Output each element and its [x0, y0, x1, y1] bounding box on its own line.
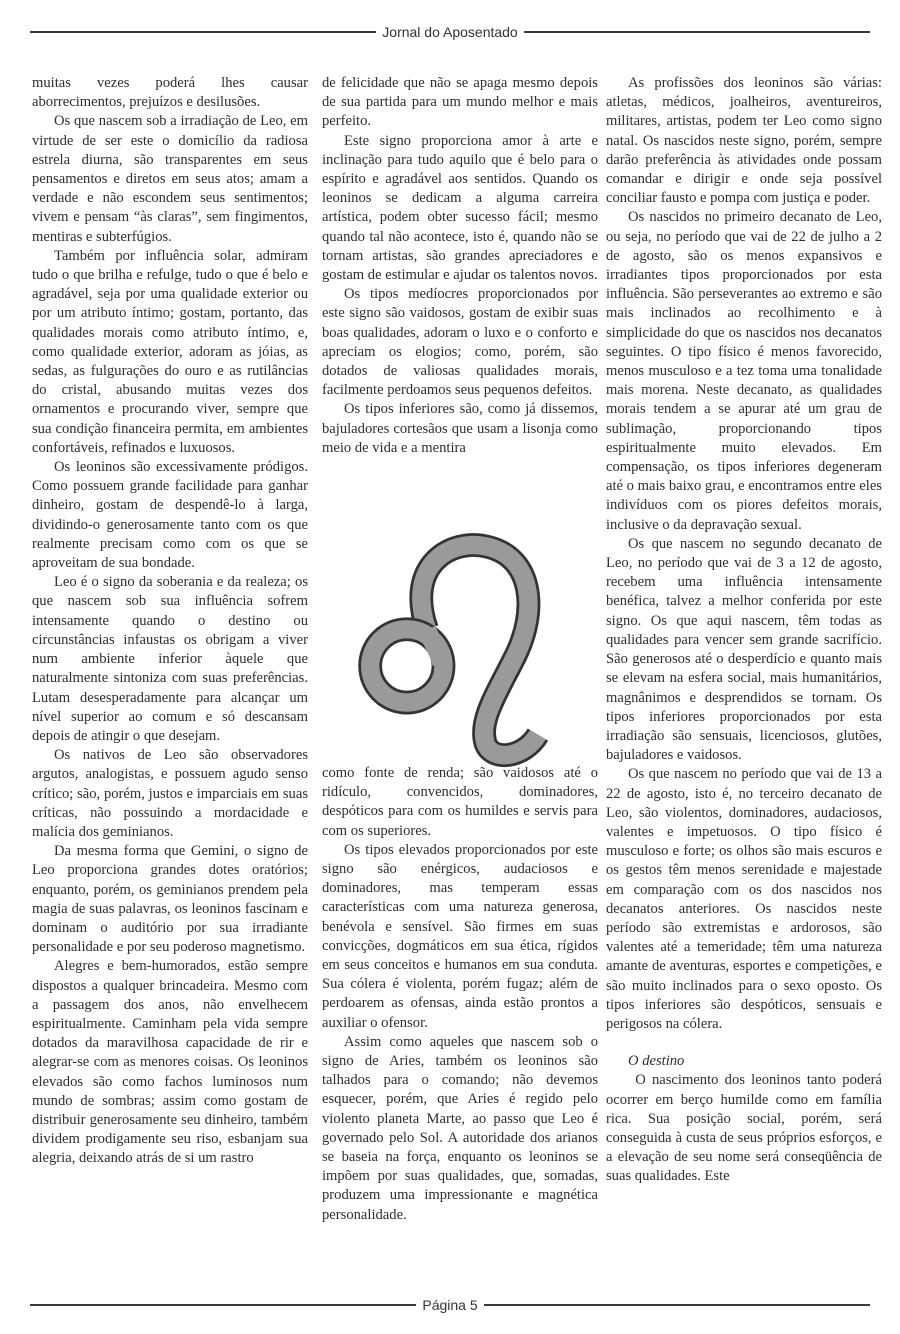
paragraph: Alegres e bem-humorados, estão sempre dispostos a qualquer brincadeira. Mesmo com a passagem dos anos, não envelhecem espiritualmente. Caminham pela vida sempre dotados da maravilhosa capacidade de rir e alegrar-se com as menores coisas. Os leoninos elevados são como fachos luminosos num mundo de sombras; assim como gostam de distribuir generosamente seu dinheiro, também dividem prodigamente seu riso, esbanjam sua alegria, deixando atrás de si um rastro [32, 958, 308, 1167]
paragraph: de felicidade que não se apaga mesmo depois de sua partida para um mundo melhor e mais perfeito. [322, 75, 598, 130]
article-column-3 [606, 74, 882, 1187]
paragraph: muitas vezes poderá lhes causar aborrecimentos, prejuízos e desilusões. [32, 75, 308, 111]
page-number: Página 5 [422, 1297, 478, 1313]
page-footer [30, 1297, 870, 1313]
footer-rule-left [30, 1304, 416, 1306]
paragraph: Os que nascem no período que vai de 13 a 22 de agosto, isto é, no terceiro decanato de Leo, são violentos, dominadores, audaciosos, valentes e impetuosos. O tipo físico é musculoso e forte; os olhos são mais escuros e os gestos têm menos serenidade e majestade em comparação com os dos nascidos nos decanatos anteriores. Os nascidos neste período são extremistas e ardorosos, são valentes até a temeridade; têm uma natureza amante de aventuras, esportes e competições, e são muito inclinados para o sexo oposto. Os tipos inferiores são despóticos, sensuais e perigosos na cólera. [606, 766, 882, 1032]
section-subheading: O destino [628, 1053, 685, 1070]
paragraph: Da mesma forma que Gemini, o signo de Leo proporciona grandes dotes oratórios; enquanto, porém, os geminianos prendem pela magia de suas palavras, os leoninos fascinam e dominam o auditório por sua irradiante personalidade e por seu poderoso magnetismo. [32, 843, 308, 956]
paragraph: Leo é o signo da soberania e da realeza; os que nascem sob sua influência sofrem intensamente quando o destino ou circunstâncias infaustas os obrigam a viver num ambiente inferior àquele que naturalmente sintoniza com suas preferências. Lutam desesperadamente para alcançar um nível superior ao comum e só descansam depois de atingir o que desejam. [32, 574, 308, 744]
paragraph: Também por influência solar, admiram tudo o que brilha e refulge, tudo o que é belo e agradável, seja por uma qualidade exterior ou por um atributo íntimo; gostam, portanto, das qualidades morais como atributo íntimo, e, como qualidade exterior, adoram as jóias, as sedas, as fulgurações do ouro e as rutilâncias do cristal, abusando muitas vezes dos ornamentos e procurando viver, sempre que sua condição financeira permita, em ambientes confortáveis, refinados e luxuosos. [32, 247, 308, 456]
paragraph: Este signo proporciona amor à arte e inclinação para tudo aquilo que é belo para o espírito e agradável aos sentidos. Quando os leoninos se dedicam a alguma carreira artística, podem obter sucesso fácil; mesmo quando tal não acontece, isto é, quando não se tornam artistas, são grandes apreciadores e gostam de estimular e ajudar os talentos novos. [322, 132, 598, 284]
leo-zodiac-icon [350, 508, 570, 778]
footer-rule-right [484, 1304, 870, 1306]
header-rule-right [524, 31, 870, 33]
paragraph: As profissões dos leoninos são várias: atletas, médicos, joalheiros, aventureiros, militares, artistas, podem ter Leo como signo natal. Os nascidos neste signo, porém, sempre darão preferência às atividades onde possam comandar e dirigir e onde seja possível conciliar fausto e pompa com justiça e poder. [606, 75, 882, 207]
paragraph: Os nativos de Leo são observadores argutos, analogistas, e possuem agudo senso crítico; são, porém, justos e imparciais em suas críticas, não possuindo a mordacidade e malícia dos geminianos. [32, 747, 308, 840]
article-column-1 [32, 74, 308, 1169]
article-column-2-bottom [322, 764, 598, 1225]
paragraph: Os nascidos no primeiro decanato de Leo, ou seja, no período que vai de 22 de julho a 2 de agosto, são os menos expansivos e irradiantes tipos proporcionados por esta influência. São perseverantes ao extremo e são mais inclinados ao recolhimento e à simplicidade do que os nascidos nos decanatos seguintes. O tipo físico é menos favorecido, menos musculoso e a tez toma uma tonalidade mais morena. Neste decanato, as qualidades morais tendem a se apurar até um grau de sublimação, proporcionando tipos espiritualmente muito elevados. Em compensação, os tipos inferiores degeneram até o mais baixo grau, e encontramos entre eles indivíduos com os piores defeitos morais, inclusive o da depravação sexual. [606, 209, 882, 533]
paragraph: Os leoninos são excessivamente pródigos. Como possuem grande facilidade para ganhar dinheiro, gostam de despendê-lo à larga, dividindo-o generosamente tanto com os que realmente precisam como com os que se aproveitam de sua bondade. [32, 459, 308, 572]
paragraph: Assim como aqueles que nascem sob o signo de Aries, também os leoninos são talhados para o comando; não devemos esquecer, porém, que Aries é regido pelo violento planeta Marte, ao passo que Leo é governado pelo Sol. A autoridade dos arianos se baseia na força, enquanto os leoninos se impõem por suas qualidades, que, somadas, produzem uma impressionante e magnética personalidade. [322, 1033, 598, 1223]
paragraph: Os tipos medíocres proporcionados por este signo são vaidosos, gostam de exibir suas boas qualidades, adoram o luxo e o conforto e apreciam os elogios; como, porém, são dotados de valiosas qualidades morais, facilmente perdoamos seus pequenos defeitos. [322, 286, 598, 399]
paragraph: como fonte de renda; são vaidosos até o ridículo, convencidos, dominadores, despóticos para com os humildes e servis para com os superiores. [322, 765, 598, 839]
paragraph: O nascimento dos leoninos tanto poderá ocorrer em berço humilde como em família rica. Sua posição social, porém, será conseguida à custa de seus próprios esforços, e a elevação de seu nome será conseqüência de suas qualidades. Este [606, 1072, 882, 1185]
page-header [30, 24, 870, 40]
paragraph: Os que nascem sob a irradiação de Leo, em virtude de ser este o domicílio da radiosa estrela diurna, são transparentes em seus pensamentos e diretos em seus atos; amam a verdade e não escondem seus sentimentos; vivem e pensam “às claras”, sem fingimentos, mentiras e subterfúgios. [32, 113, 308, 245]
header-rule-left [30, 31, 376, 33]
publication-title: Jornal do Aposentado [382, 24, 518, 40]
paragraph: Os que nascem no segundo decanato de Leo, no período que vai de 3 a 12 de agosto, recebem uma influência intensamente benéfica, talvez a melhor conferida por este signo. Os que aqui nascem, têm todas as qualidades para vencer sem grande sacrifício. São generosos até o desperdício e quanto mais se elevam na esfera social, mais humanitários, magnânimos e desprendidos se tornam. Os tipos inferiores proporcionados por esta irradiação são sensuais, licenciosos, glutões, bajuladores e vaidosos. [606, 535, 882, 764]
paragraph: Os tipos inferiores são, como já dissemos, bajuladores cortesãos que usam a lisonja como meio de vida e a mentira [322, 401, 598, 456]
paragraph: Os tipos elevados proporcionados por este signo são enérgicos, audaciosos e dominadores, mas temperam essas características com uma natureza generosa, benévola e sensível. São firmes em suas convicções, dogmáticos em sua ética, rígidos em seus conceitos e humanos em sua conduta. Sua cólera é violenta, porém fugaz; além de perdoarem as ofensas, ainda estão prontos a auxiliar o ofensor. [322, 841, 598, 1031]
article-column-2-top [322, 74, 598, 458]
